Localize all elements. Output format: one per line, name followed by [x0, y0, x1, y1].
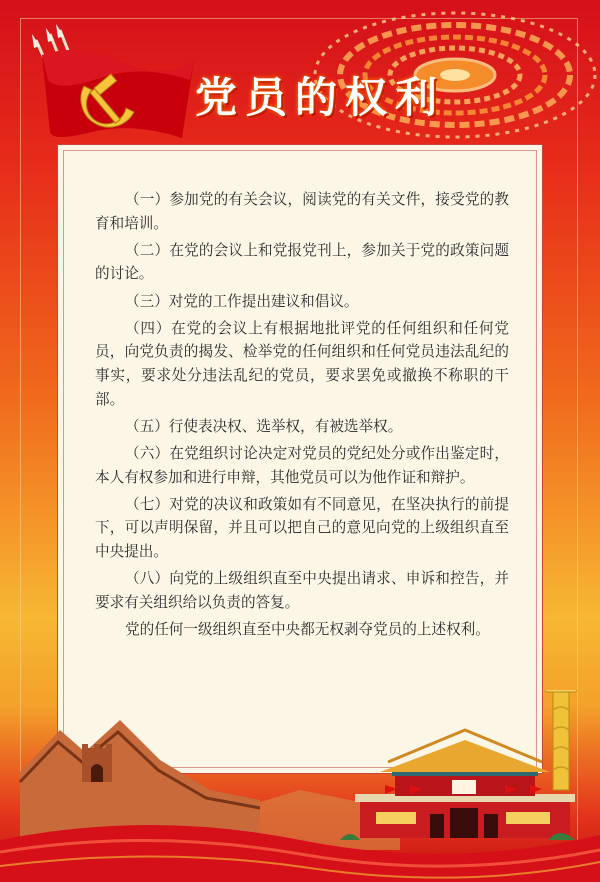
right-item-3: （三）对党的工作提出建议和倡议。	[125, 292, 359, 310]
right-item-6: （六）在党组织讨论决定对党员的党纪处分或作出鉴定时，本人有权参加和进行申辩，其他党员可以为他作证和辩护。	[95, 444, 509, 486]
closing-statement: 党的任何一级组织直至中央都无权剥夺党员的上述权利。	[125, 620, 490, 638]
footer-scene	[0, 690, 600, 882]
right-item-2: （二）在党的会议上和党报党刊上，参加关于党的政策问题的讨论。	[95, 241, 509, 283]
right-item-7: （七）对党的决议和政策如有不同意见，在坚决执行的前提下，可以声明保留，并且可以把自己的意见向党的上级组织直至中央提出。	[95, 495, 509, 560]
rights-list	[95, 188, 509, 645]
right-item-8: （八）向党的上级组织直至中央提出请求、申诉和控告，并要求有关组织给以负责的答复。	[95, 570, 509, 611]
tiananmen-gate	[340, 730, 575, 840]
right-item-5: （五）行使表决权、选举权，有被选举权。	[125, 417, 403, 435]
party-flag	[22, 20, 197, 140]
page-title: 党员的权利	[195, 73, 446, 122]
right-item-1: （一）参加党的有关会议，阅读党的有关文件，接受党的教育和培训。	[95, 191, 509, 232]
huabiao-column	[545, 690, 577, 790]
right-item-4: （四）在党的会议上有根据地批评党的任何组织和任何党员，向党负责的揭发、检举党的任何组织和任何党员违法乱纪的事实，要求处分违法乱纪的党员，要求罢免或撤换不称职的干部。	[95, 319, 509, 408]
